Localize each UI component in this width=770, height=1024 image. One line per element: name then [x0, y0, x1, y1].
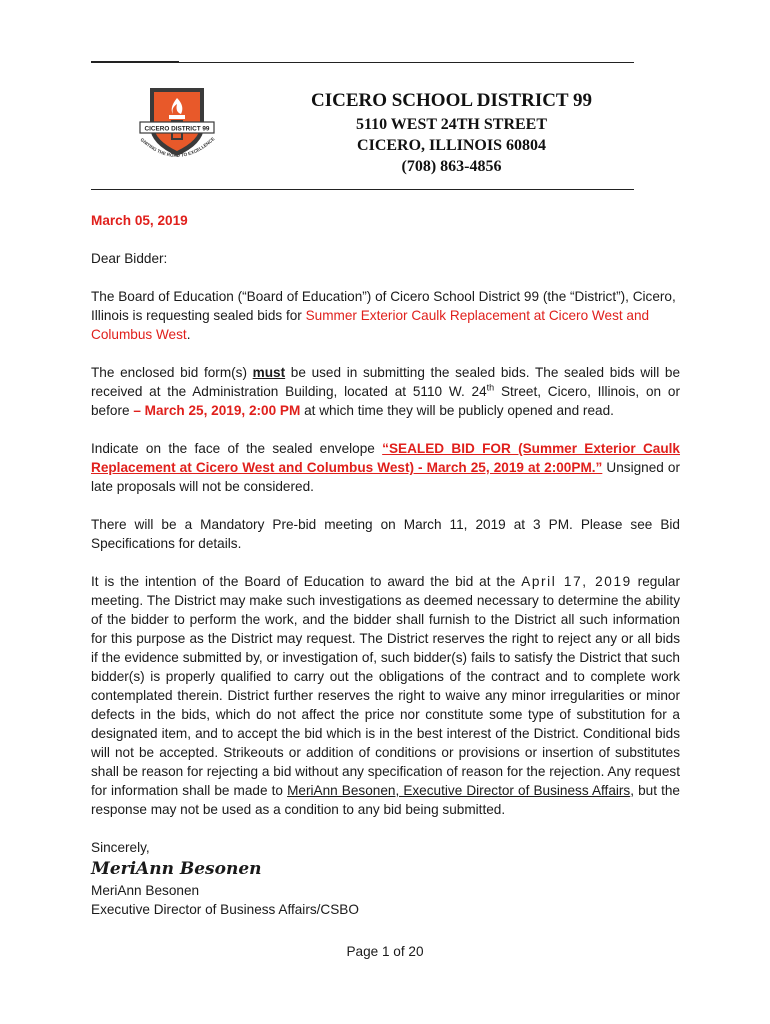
street-address: 5110 WEST 24TH STREET [355, 116, 548, 133]
award-date: April 17, 2019 [521, 574, 632, 589]
bid-form-text-4: at which time they will be publicly opened and read. [300, 403, 614, 418]
envelope-text-2: Unsigned or late proposals will not be considered. [91, 460, 680, 494]
letterhead [270, 88, 633, 177]
envelope-label: “SEALED BID FOR (Summer Exterior Caulk Replacement at Cicero West and Columbus West) - March 25, 2019 at 2:00PM.” [91, 441, 680, 475]
project-name: Summer Exterior Caulk Replacement at Cicero West and Columbus West [91, 308, 650, 342]
paragraph-intro [91, 287, 680, 344]
letter-body [91, 211, 680, 919]
intro-end: . [186, 327, 191, 342]
envelope-text: Indicate on the face of the sealed envelope [91, 441, 383, 456]
paragraph-envelope [91, 439, 680, 496]
bid-form-text: The enclosed bid form(s) [91, 365, 253, 380]
header-top-rule [91, 62, 634, 63]
phone-number: (708) 863-4856 [401, 158, 502, 175]
logo-motto: GNITING THE ROAD TO EXCELLENCE [139, 136, 216, 159]
salutation: Dear Bidder: [91, 251, 168, 266]
signer-name: MeriAnn Besonen [91, 883, 200, 898]
award-text-3: , but the response may not be used as a condition to any bid being submitted. [91, 783, 680, 817]
bid-deadline: – March 25, 2019, 2:00 PM [133, 403, 301, 418]
bid-form-text-3: Street, Cicero, Illinois, on or before [91, 384, 680, 418]
signature: MeriAnn Besonen [91, 859, 262, 879]
district-logo [136, 82, 218, 168]
letter-date: March 05, 2019 [91, 213, 188, 228]
page-number: Page 1 of 20 [346, 944, 424, 959]
intro-text: The Board of Education (“Board of Education”) of Cicero School District 99 (the “District”), Cicero, Illinois is requesting sealed bids for [91, 289, 676, 323]
district-name: CICERO SCHOOL DISTRICT 99 [310, 90, 593, 111]
ordinal-suffix: th [486, 382, 495, 393]
closing: Sincerely, [91, 840, 150, 855]
header-bottom-rule [91, 189, 634, 190]
award-text-2: regular meeting. The District may make such investigations as deemed necessary to determine the ability of the bidder to perform the work, and the bidder shall furnish to the District all such information for this purpose as the District may request. The District reserves the right to reject any or all bids if the evidence submitted by, or investigation of, such bidder(s) fails to satisfy the District that such bidder(s) is properly qualified to carry out the obligations of the contract and to complete work contemplated therein. District further reserves the right to waive any minor irregularities or minor defects in the bids, which do not affect the price nor constitute some type of substitution for a designated item, and to accept the bid which is in the best interest of the District. Conditional bids will not be accepted. Strikeouts or addition of conditions or provisions or insertion of substitutes shall be reason for rejecting a bid without any specification of reason for the rejection. Any request for information shall be made to [91, 574, 680, 798]
logo-banner-text: CICERO DISTRICT 99 [144, 125, 210, 133]
must-emphasis: must [252, 365, 286, 380]
paragraph-prebid: There will be a Mandatory Pre-bid meeting on March 11, 2019 at 3 PM. Please see Bid Specifications for details. [91, 517, 680, 551]
award-text: It is the intention of the Board of Education to award the bid at the [91, 574, 522, 589]
paragraph-award [91, 572, 680, 819]
paragraph-bid-form [91, 363, 680, 420]
signer-title: Executive Director of Business Affairs/CSBO [91, 902, 359, 917]
bid-form-text-2: be used in submitting the sealed bids. The sealed bids will be received at the Administration Building, located at 5110 W. 24 [91, 365, 681, 399]
city-address: CICERO, ILLINOIS 60804 [357, 137, 546, 154]
contact-person: MeriAnn Besonen, Executive Director of Business Affairs [287, 783, 631, 798]
